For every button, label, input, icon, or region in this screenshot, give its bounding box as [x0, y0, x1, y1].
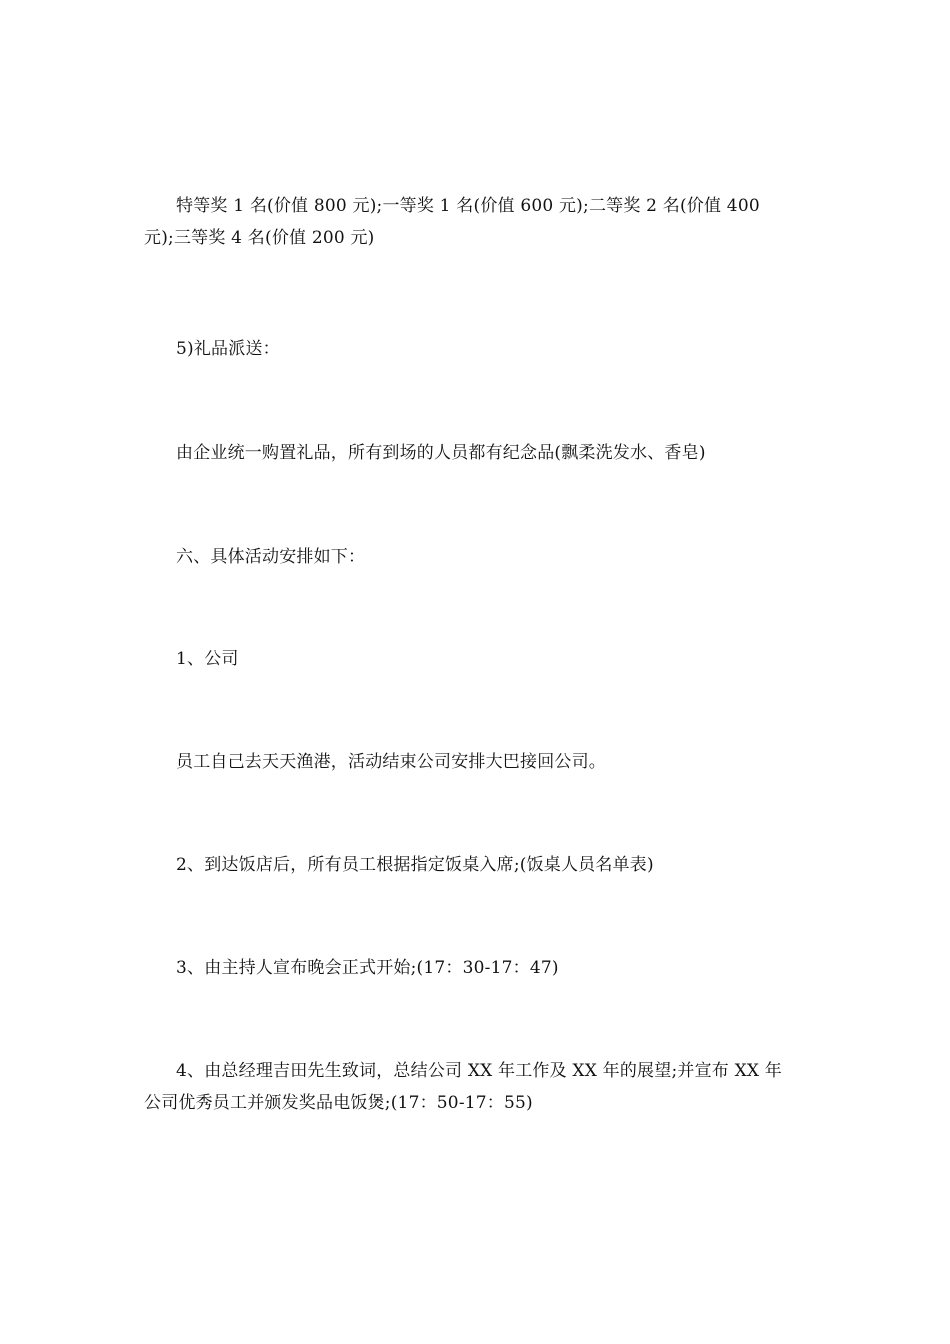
gift-description-paragraph: 由企业统一购置礼品，所有到场的人员都有纪念品(飘柔洗发水、香皂) — [176, 443, 706, 463]
schedule-item-seating: 2、到达饭店后，所有员工根据指定饭桌入席;(饭桌人员名单表) — [176, 855, 654, 875]
prize-list-paragraph: 特等奖 1 名(价值 800 元);一等奖 1 名(价值 600 元);二等奖 2 名(价值 400 元);三等奖 4 名(价值 200 元) — [144, 196, 760, 248]
gift-delivery-heading: 5)礼品派送： — [176, 339, 280, 359]
transport-paragraph: 员工自己去天天渔港，活动结束公司安排大巴接回公司。 — [176, 752, 606, 772]
schedule-item-company: 1、公司 — [176, 649, 239, 669]
schedule-section-heading: 六、具体活动安排如下： — [176, 547, 366, 567]
schedule-item-opening: 3、由主持人宣布晚会正式开始;(17：30-17：47) — [176, 958, 559, 978]
schedule-item-speech: 4、由总经理吉田先生致词，总结公司 XX 年工作及 XX 年的展望;并宣布 XX 年公司优秀员工并颁发奖品电饭煲;(17：50-17：55) — [144, 1061, 782, 1113]
